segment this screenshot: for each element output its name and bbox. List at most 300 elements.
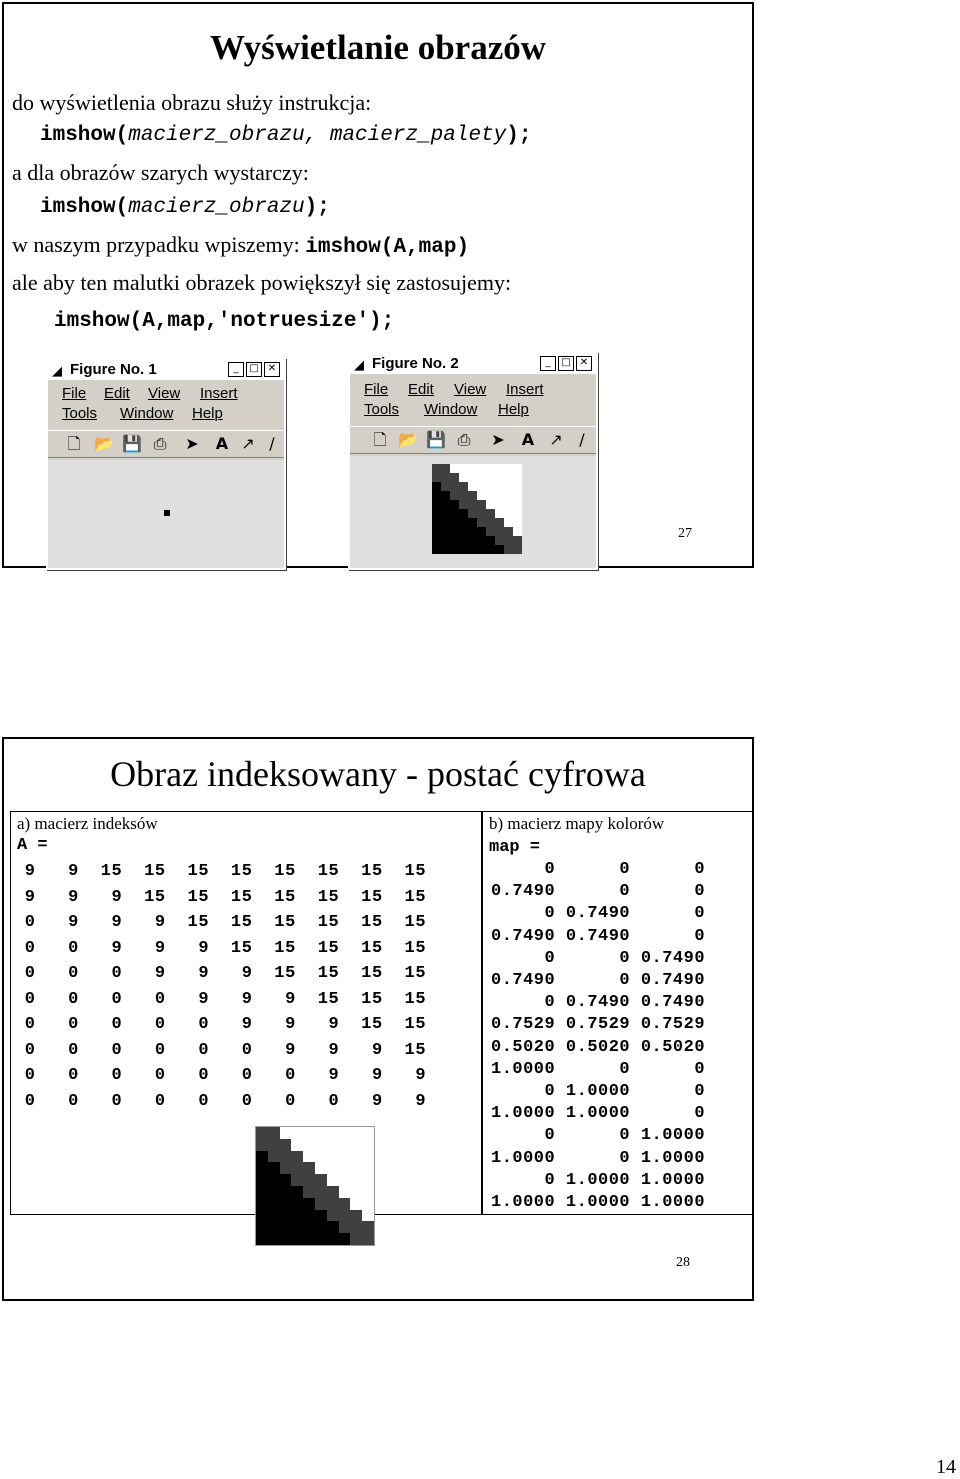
menu-bar-row-2 xyxy=(48,404,284,424)
pixel xyxy=(350,1198,362,1210)
matrix-row: 1.0000 0 1.0000 xyxy=(491,1148,706,1168)
pixel xyxy=(268,1151,280,1163)
pixel xyxy=(291,1151,303,1163)
print-icon[interactable]: ⎙ xyxy=(457,430,471,449)
page-number: 28 xyxy=(676,1255,690,1270)
pixel xyxy=(350,1210,362,1222)
pixel xyxy=(327,1186,339,1198)
matrix-row: 0.7490 0 0.7490 xyxy=(491,971,706,990)
matlab-icon: ◢ xyxy=(52,363,62,378)
pixel xyxy=(362,1210,374,1222)
pixel xyxy=(450,491,459,500)
pixel xyxy=(315,1198,327,1210)
window-title: Figure No. 2 xyxy=(372,355,459,372)
pixel xyxy=(486,491,495,500)
pixel xyxy=(504,536,513,545)
pixel xyxy=(303,1221,315,1233)
open-folder-icon[interactable]: 📂 xyxy=(398,430,418,449)
code-function: imshow( xyxy=(40,124,129,147)
pixel xyxy=(291,1186,303,1198)
pixel xyxy=(256,1174,268,1186)
pixel xyxy=(504,545,513,554)
matrix-row: 0 0 9 9 9 15 15 15 15 15 xyxy=(3,938,427,958)
menu-view[interactable]: View xyxy=(148,385,181,402)
pixel xyxy=(256,1127,268,1139)
menu-tools[interactable]: Tools xyxy=(62,405,98,422)
arrow-icon[interactable]: ↗ xyxy=(549,430,563,449)
window-controls xyxy=(228,362,280,377)
pixel xyxy=(315,1127,327,1139)
pixel xyxy=(441,491,450,500)
pixel xyxy=(477,527,486,536)
save-icon[interactable]: 💾 xyxy=(122,434,142,453)
pixel xyxy=(303,1198,315,1210)
pixel xyxy=(441,464,450,473)
figure-canvas xyxy=(48,460,284,568)
matrix-row: 1.0000 1.0000 0 xyxy=(491,1104,706,1124)
pixel xyxy=(450,518,459,527)
tiny-image xyxy=(164,510,170,516)
pixel xyxy=(459,509,468,518)
matrix-row: 0.7490 0 0 xyxy=(491,882,706,902)
pixel xyxy=(459,482,468,491)
pixel xyxy=(303,1127,315,1139)
arrow-icon[interactable]: ↗ xyxy=(241,434,255,453)
pixel xyxy=(280,1210,292,1222)
pixel xyxy=(486,527,495,536)
pixel xyxy=(327,1174,339,1186)
panel-label: a) macierz indeksów xyxy=(17,814,158,833)
pixel xyxy=(468,536,477,545)
pixel xyxy=(362,1139,374,1151)
pixel xyxy=(280,1198,292,1210)
pointer-icon[interactable]: ➤ xyxy=(491,430,505,449)
new-file-icon[interactable]: 🗋 xyxy=(67,434,81,453)
pixel xyxy=(350,1162,362,1174)
menu-file[interactable]: File xyxy=(62,385,87,402)
pixel xyxy=(268,1233,280,1245)
pixel xyxy=(291,1233,303,1245)
menu-help[interactable]: Help xyxy=(498,401,529,418)
pixel xyxy=(495,545,504,554)
matlab-icon: ◢ xyxy=(354,357,364,372)
pixel xyxy=(486,464,495,473)
toolbar xyxy=(48,430,284,458)
window-titlebar[interactable] xyxy=(48,360,284,380)
pixel xyxy=(477,536,486,545)
pixel xyxy=(280,1233,292,1245)
save-icon[interactable]: 💾 xyxy=(426,430,446,449)
line-icon[interactable]: / xyxy=(579,430,585,449)
pixel xyxy=(339,1186,351,1198)
pixel xyxy=(256,1210,268,1222)
pixel xyxy=(291,1127,303,1139)
colormap-panel xyxy=(482,811,754,1215)
pixel xyxy=(513,527,522,536)
pixel xyxy=(459,545,468,554)
pixel xyxy=(327,1162,339,1174)
pixel xyxy=(495,464,504,473)
pixel xyxy=(268,1221,280,1233)
pixel xyxy=(441,509,450,518)
pixel xyxy=(362,1151,374,1163)
matrix-row: 0.7529 0.7529 0.7529 xyxy=(491,1015,706,1035)
matrix-row: 0 0 0 0 0 9 9 9 15 15 xyxy=(3,1015,427,1034)
matrix-row: 0 0 0 0 0 0 0 9 9 9 xyxy=(3,1066,427,1085)
pixel xyxy=(350,1127,362,1139)
pixel xyxy=(486,536,495,545)
pixel xyxy=(441,500,450,509)
new-file-icon[interactable]: 🗋 xyxy=(373,430,387,449)
pixel xyxy=(362,1162,374,1174)
pixel xyxy=(468,464,477,473)
text-line: a dla obrazów szarych wystarczy: xyxy=(12,160,309,185)
pixel xyxy=(477,464,486,473)
matrix-row: 0 9 9 9 15 15 15 15 15 15 xyxy=(3,913,427,932)
text-icon[interactable]: A xyxy=(215,434,229,453)
pixel xyxy=(268,1210,280,1222)
pixel xyxy=(495,536,504,545)
pixel xyxy=(441,482,450,491)
pixel xyxy=(315,1162,327,1174)
page-number: 27 xyxy=(678,526,692,541)
pixel xyxy=(441,518,450,527)
pixel xyxy=(513,464,522,473)
indexed-image xyxy=(432,464,522,554)
pixel xyxy=(468,473,477,482)
pixel xyxy=(468,491,477,500)
minimize-icon[interactable]: _ xyxy=(228,362,244,377)
pixel xyxy=(432,536,441,545)
line-icon[interactable]: / xyxy=(269,434,275,453)
figure-canvas xyxy=(350,456,596,568)
pixel xyxy=(486,545,495,554)
pixel xyxy=(256,1233,268,1245)
pixel xyxy=(339,1139,351,1151)
pixel xyxy=(468,482,477,491)
pixel xyxy=(303,1210,315,1222)
pixel xyxy=(291,1198,303,1210)
matrix-row: 0 0 0 xyxy=(491,860,706,879)
pixel xyxy=(486,509,495,518)
close-icon[interactable]: ✕ xyxy=(576,356,592,371)
pixel xyxy=(450,509,459,518)
pixel xyxy=(459,536,468,545)
pixel xyxy=(327,1127,339,1139)
menu-file[interactable]: File xyxy=(364,381,389,398)
pixel xyxy=(327,1210,339,1222)
matrix-row: 0 0 0 9 9 9 15 15 15 15 xyxy=(3,964,427,983)
code-args: macierz_obrazu xyxy=(128,196,305,219)
pixel xyxy=(303,1162,315,1174)
pixel xyxy=(362,1186,374,1198)
menu-tools[interactable]: Tools xyxy=(364,401,400,418)
pixel xyxy=(486,518,495,527)
pixel xyxy=(477,545,486,554)
pixel xyxy=(432,509,441,518)
pixel xyxy=(339,1127,351,1139)
pixel xyxy=(339,1221,351,1233)
minimize-icon[interactable]: _ xyxy=(540,356,556,371)
pixel xyxy=(513,482,522,491)
pixel xyxy=(450,473,459,482)
pixel xyxy=(350,1186,362,1198)
pixel xyxy=(477,518,486,527)
figure-window-2[interactable] xyxy=(348,352,598,570)
pixel xyxy=(315,1186,327,1198)
pixel xyxy=(350,1151,362,1163)
pixel xyxy=(504,518,513,527)
matrix-row: 0 0.7490 0 xyxy=(491,904,706,924)
pixel xyxy=(432,500,441,509)
pixel xyxy=(280,1221,292,1233)
pixel xyxy=(350,1174,362,1186)
matrix-row: 0.7490 0.7490 0 xyxy=(491,926,706,946)
pixel xyxy=(280,1139,292,1151)
matrix-row: 9 9 15 15 15 15 15 15 15 15 xyxy=(3,862,427,881)
menu-edit[interactable]: Edit xyxy=(408,381,434,398)
pixel xyxy=(513,509,522,518)
pixel xyxy=(459,491,468,500)
pixel xyxy=(477,491,486,500)
pixel xyxy=(256,1151,268,1163)
pixel xyxy=(268,1127,280,1139)
pixel xyxy=(504,491,513,500)
code-line xyxy=(40,124,532,147)
pixel xyxy=(303,1233,315,1245)
document-page-number: 14 xyxy=(936,1456,956,1478)
pixel xyxy=(450,464,459,473)
pixel xyxy=(459,500,468,509)
menu-bar-row-1 xyxy=(350,380,596,400)
matrix-row: 0 1.0000 1.0000 xyxy=(491,1170,706,1190)
pixel xyxy=(315,1174,327,1186)
pixel xyxy=(280,1174,292,1186)
pixel xyxy=(513,518,522,527)
pixel xyxy=(432,473,441,482)
matrix-row: 0 0 0 0 0 0 9 9 9 15 xyxy=(3,1040,427,1060)
window-titlebar[interactable] xyxy=(350,354,596,374)
pixel xyxy=(315,1221,327,1233)
pixel xyxy=(486,473,495,482)
maximize-icon[interactable]: □ xyxy=(246,362,262,377)
pixel xyxy=(362,1198,374,1210)
pixel xyxy=(339,1174,351,1186)
pixel xyxy=(303,1151,315,1163)
slide-27 xyxy=(2,2,754,568)
pixel xyxy=(441,545,450,554)
text-icon[interactable]: A xyxy=(521,430,535,449)
figure-window-1[interactable] xyxy=(46,358,286,570)
close-icon[interactable]: ✕ xyxy=(264,362,280,377)
pixel xyxy=(339,1198,351,1210)
menu-insert[interactable]: Insert xyxy=(200,385,238,402)
pixel xyxy=(468,518,477,527)
pixel xyxy=(339,1233,351,1245)
matrix-row: 1.0000 0 0 xyxy=(491,1059,706,1079)
pixel xyxy=(362,1221,374,1233)
pixel xyxy=(459,527,468,536)
toolbar xyxy=(350,426,596,454)
pixel xyxy=(268,1174,280,1186)
pixel xyxy=(350,1221,362,1233)
text-line xyxy=(12,232,469,259)
pixel xyxy=(450,545,459,554)
pixel xyxy=(432,464,441,473)
pixel xyxy=(256,1186,268,1198)
code-inline: imshow(A,map) xyxy=(305,236,470,259)
pixel xyxy=(350,1233,362,1245)
pixel xyxy=(291,1210,303,1222)
print-icon[interactable]: ⎙ xyxy=(153,434,167,453)
pixel xyxy=(432,545,441,554)
menu-window[interactable]: Window xyxy=(120,405,174,422)
pixel xyxy=(495,527,504,536)
code-end: ); xyxy=(506,124,532,147)
slide-title: Wyświetlanie obrazów xyxy=(209,28,547,67)
text-line: do wyświetlenia obrazu służy instrukcja: xyxy=(12,90,372,115)
pixel xyxy=(291,1139,303,1151)
pixel xyxy=(513,545,522,554)
pixel xyxy=(441,536,450,545)
pixel xyxy=(256,1139,268,1151)
pixel xyxy=(339,1210,351,1222)
pixel xyxy=(280,1186,292,1198)
pixel xyxy=(315,1139,327,1151)
matrix-row: 0 0 1.0000 xyxy=(491,1126,706,1146)
pixel xyxy=(256,1221,268,1233)
pointer-icon[interactable]: ➤ xyxy=(185,434,199,453)
pixel xyxy=(477,509,486,518)
pixel xyxy=(495,518,504,527)
pixel xyxy=(504,527,513,536)
menu-bar-row-2 xyxy=(350,400,596,420)
slide-28 xyxy=(2,737,754,1301)
pixel xyxy=(315,1210,327,1222)
panel-label: b) macierz mapy kolorów xyxy=(489,814,665,833)
pixel xyxy=(291,1174,303,1186)
matrix-row: 0 0.7490 0.7490 xyxy=(491,993,706,1013)
maximize-icon[interactable]: □ xyxy=(558,356,574,371)
pixel xyxy=(315,1233,327,1245)
pixel xyxy=(432,527,441,536)
code-line: imshow(A,map,'notruesize'); xyxy=(54,310,395,333)
pixel xyxy=(327,1233,339,1245)
matrix-row: 0 1.0000 0 xyxy=(491,1082,706,1101)
menu-insert[interactable]: Insert xyxy=(506,381,544,398)
pixel xyxy=(268,1186,280,1198)
matrix-row: 0.5020 0.5020 0.5020 xyxy=(491,1037,706,1057)
pixel xyxy=(450,500,459,509)
pixel xyxy=(303,1139,315,1151)
pixel xyxy=(468,509,477,518)
pixel xyxy=(513,491,522,500)
pixel xyxy=(256,1162,268,1174)
pixel xyxy=(327,1221,339,1233)
pixel xyxy=(495,482,504,491)
pixel xyxy=(268,1139,280,1151)
pixel xyxy=(256,1198,268,1210)
menu-bar-row-1 xyxy=(48,384,284,404)
text-part: w naszym przypadku wpiszemy: xyxy=(12,232,306,257)
indexed-image xyxy=(255,1126,375,1246)
pixel xyxy=(504,482,513,491)
pixel xyxy=(432,518,441,527)
code-args: macierz_obrazu, macierz_palety xyxy=(128,124,507,147)
window-controls xyxy=(540,356,592,371)
pixel xyxy=(432,491,441,500)
pixel xyxy=(280,1127,292,1139)
menu-view[interactable]: View xyxy=(454,381,487,398)
pixel xyxy=(441,473,450,482)
matrix-row: 0 0 0 0 0 0 0 0 9 9 xyxy=(3,1091,427,1111)
pixel xyxy=(468,500,477,509)
pixel xyxy=(486,482,495,491)
code-line xyxy=(40,196,330,219)
pixel xyxy=(504,473,513,482)
pixel xyxy=(327,1151,339,1163)
pixel xyxy=(450,482,459,491)
matrix-row: 1.0000 1.0000 1.0000 xyxy=(491,1193,706,1212)
pixel xyxy=(339,1151,351,1163)
pixel xyxy=(327,1139,339,1151)
slide-title: Obraz indeksowany - postać cyfrowa xyxy=(110,754,646,794)
menu-window[interactable]: Window xyxy=(424,401,478,418)
code-function: imshow( xyxy=(40,196,129,219)
pixel xyxy=(268,1162,280,1174)
pixel xyxy=(303,1186,315,1198)
matrix-header: A = xyxy=(17,836,48,855)
pixel xyxy=(450,527,459,536)
pixel xyxy=(303,1174,315,1186)
pixel xyxy=(291,1162,303,1174)
pixel xyxy=(432,482,441,491)
pixel xyxy=(513,473,522,482)
pixel xyxy=(362,1174,374,1186)
pixel xyxy=(362,1233,374,1245)
pixel xyxy=(450,536,459,545)
pixel xyxy=(459,518,468,527)
menu-edit[interactable]: Edit xyxy=(104,385,130,402)
pixel xyxy=(468,545,477,554)
pixel xyxy=(504,500,513,509)
pixel xyxy=(459,464,468,473)
matrix-row: 9 9 9 15 15 15 15 15 15 15 xyxy=(3,887,427,907)
text-line: ale aby ten malutki obrazek powiększył się zastosujemy: xyxy=(12,270,512,295)
open-folder-icon[interactable]: 📂 xyxy=(94,434,114,453)
pixel xyxy=(280,1151,292,1163)
pixel xyxy=(504,464,513,473)
pixel xyxy=(477,473,486,482)
pixel xyxy=(495,491,504,500)
pixel xyxy=(495,500,504,509)
pixel xyxy=(268,1198,280,1210)
menu-help[interactable]: Help xyxy=(192,405,223,422)
pixel xyxy=(513,536,522,545)
pixel xyxy=(315,1151,327,1163)
pixel xyxy=(327,1198,339,1210)
matrix-header: map = xyxy=(489,838,541,857)
pixel xyxy=(350,1139,362,1151)
pixel xyxy=(486,500,495,509)
matrix-row: 0 0 0.7490 xyxy=(491,948,706,968)
index-matrix-panel xyxy=(3,811,482,1215)
code-end: ); xyxy=(304,196,330,219)
pixel xyxy=(477,482,486,491)
window-title: Figure No. 1 xyxy=(70,361,157,378)
pixel xyxy=(339,1162,351,1174)
pixel xyxy=(468,527,477,536)
